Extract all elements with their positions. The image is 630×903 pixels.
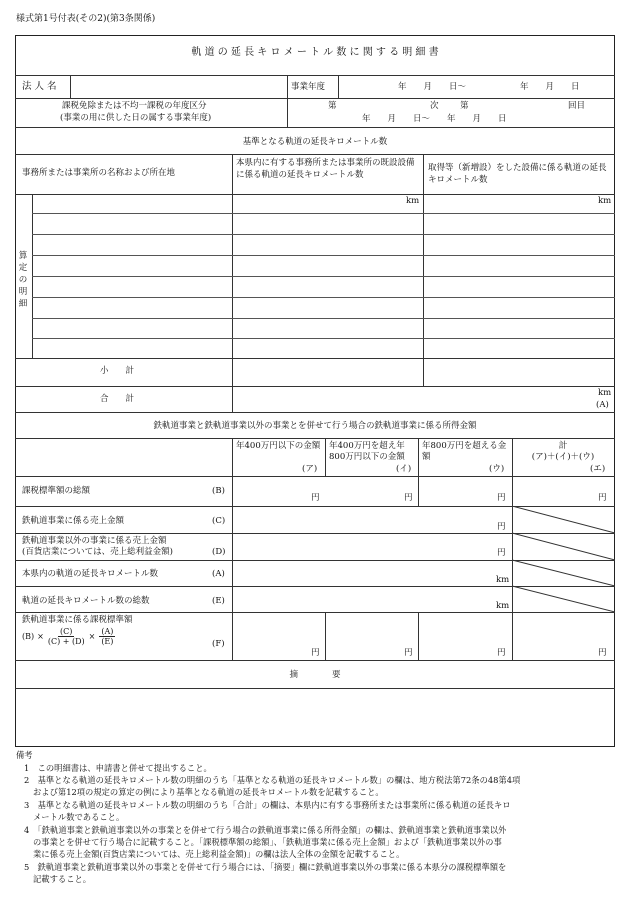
yen-unit: 円 [598, 648, 607, 658]
remarks-field[interactable] [17, 690, 613, 745]
formula-cd: (C) + (D) [47, 637, 85, 646]
strike-diagonals [512, 506, 615, 612]
subtotal-label: 小 計 [100, 366, 135, 376]
track-section-heading: 基準となる軌道の延長キロメートル数 [242, 137, 388, 147]
col-total-formula: (ア)＋(イ)＋(ウ) [531, 452, 595, 462]
formula-times: × [37, 632, 44, 641]
tax-period-label-2: (事業の用に供した日の属する事業年度) [60, 113, 212, 123]
period-ji: 次 [430, 101, 439, 111]
formula-f [22, 627, 116, 646]
form-id: 様式第1号付表(その2)(第3条関係) [16, 14, 156, 24]
row-a-mark: (A) [212, 569, 225, 579]
income-section-heading: 鉄軌道事業と鉄軌道事業以外の事業とを併せて行う場合の鉄軌道事業に係る所得金額 [153, 421, 477, 431]
tax-period-label-1: 課税免除または不均一課税の年度区分 [62, 101, 207, 111]
col3-mark: (ウ) [489, 464, 505, 474]
yen-unit: 円 [311, 648, 320, 658]
business-year-end[interactable]: 年 月 日 [520, 82, 580, 92]
row-a-label: 本県内の軌道の延長キロメートル数 [22, 569, 159, 579]
yen-unit: 円 [497, 493, 506, 503]
row-c-label: 鉄軌道事業に係る売上金額 [22, 516, 125, 526]
row-b-mark: (B) [212, 486, 225, 496]
form-title: 軌 道 の 延 長 キ ロ メ ー ト ル 数 に 関 す る 明 細 書 [191, 47, 439, 58]
row-c-mark: (C) [212, 516, 226, 526]
col-existing: 本県内に有する事務所または事業所の既設設備に係る軌道の延長キロメートル数 [236, 158, 415, 180]
col-under-400: 年400万円以下の金額 [236, 441, 321, 451]
yen-unit: 円 [404, 648, 413, 658]
col2-mark: (イ) [396, 464, 412, 474]
unit-km-new: km [598, 196, 612, 206]
note-line: 業に係る売上金額(百貨店業については、売上総利益金額)」の欄は法人全体の金額を記載すること。 [33, 849, 405, 859]
corp-label: 法 人 名 [22, 81, 57, 92]
note-line: 記載すること。 [33, 874, 92, 884]
note-line: および第12項の規定の算定の例により基準となる軌道の延長キロメートル数を記載すること。 [33, 787, 384, 797]
km-unit: km [496, 601, 510, 611]
note-line: メートル数であること。 [33, 812, 125, 822]
formula-b: (B) [22, 632, 35, 641]
col4-mark: (エ) [590, 464, 606, 474]
row-e-label: 軌道の延長キロメートル数の総数 [22, 596, 150, 606]
total-km-unit: km [598, 388, 612, 398]
note-line: 3 基準となる軌道の延長キロメートル数の明細のうち「合計」の欄は、本県内に有する事務所または事業所に係る軌道の延長キロ [24, 800, 511, 810]
period-dai: 第 [328, 101, 337, 111]
formula-a: (A) [101, 627, 114, 636]
yen-unit: 円 [497, 522, 506, 532]
row-e-mark: (E) [212, 596, 225, 606]
note-line: 4 「鉄軌道事業と鉄軌道事業以外の事業とを併せて行う場合の鉄軌道事業に係る所得金額」の欄は、鉄軌道事業と鉄軌道事業以外 [24, 825, 507, 835]
business-year-start[interactable]: 年 月 日〜 [398, 82, 467, 92]
note-line: 5 鉄軌道事業と鉄軌道事業以外の事業とを併せて行う場合には、「摘要」欄に鉄軌道事業以外の事業に係る本県分の課税標準額を [24, 862, 507, 872]
corp-name-field[interactable] [72, 77, 285, 96]
col-400-800: 年400万円を超え年800万円以下の金額 [329, 441, 405, 462]
row-d-label: 鉄軌道事業以外の事業に係る売上金額 [22, 536, 167, 546]
row-d-label2: (百貨店業については、売上総利益金額) [22, 547, 173, 557]
col1-mark: (ア) [302, 464, 318, 474]
formula-frac-1 [48, 627, 85, 646]
total-label: 合 計 [100, 394, 135, 404]
note-line: の事業とを併せて行う場合に記載すること。「課税標準額の総額」、「鉄軌道事業に係る売上金額」および「鉄軌道事業以外の事 [33, 837, 502, 847]
col-over-800: 年800万円を超える金額 [422, 441, 507, 462]
period-dai2: 第 [460, 101, 469, 111]
remarks-label: 摘 要 [289, 670, 341, 680]
row-f-mark: (F) [212, 639, 225, 649]
row-d-mark: (D) [212, 547, 226, 557]
period-dates[interactable]: 年 月 日〜 年 月 日 [362, 114, 507, 124]
formula-times: × [88, 632, 96, 641]
note-line: 2 基準となる軌道の延長キロメートル数の明細のうち「基準となる軌道の延長キロメートル数」の欄は、地方税法第72条の48第4項 [24, 775, 521, 785]
formula-frac-2 [99, 627, 115, 646]
yen-unit: 円 [497, 648, 506, 658]
col-total: 計 [558, 441, 568, 451]
col-office: 事務所または事業所の名称および所在地 [22, 168, 176, 178]
col-new: 取得等（新増設）をした設備に係る軌道の延長キロメートル数 [428, 163, 607, 185]
notes-title: 備考 [16, 750, 33, 760]
unit-km-existing: km [406, 196, 420, 206]
side-label: 算定の明細 [18, 251, 28, 309]
yen-unit: 円 [311, 493, 320, 503]
row-b-label: 課税標準額の総額 [22, 486, 91, 496]
yen-unit: 円 [497, 548, 506, 558]
total-mark: (A) [596, 400, 609, 410]
formula-c: (C) [60, 627, 73, 636]
note-line: 1 この明細書は、申請書と併せて提出すること。 [24, 763, 212, 773]
business-year-label: 事業年度 [291, 82, 326, 92]
formula-e: (E) [101, 637, 114, 646]
period-kaime: 回目 [568, 101, 586, 111]
km-unit: km [496, 575, 510, 585]
row-f-label: 鉄軌道事業に係る課税標準額 [22, 615, 133, 625]
yen-unit: 円 [598, 493, 607, 503]
yen-unit: 円 [404, 493, 413, 503]
